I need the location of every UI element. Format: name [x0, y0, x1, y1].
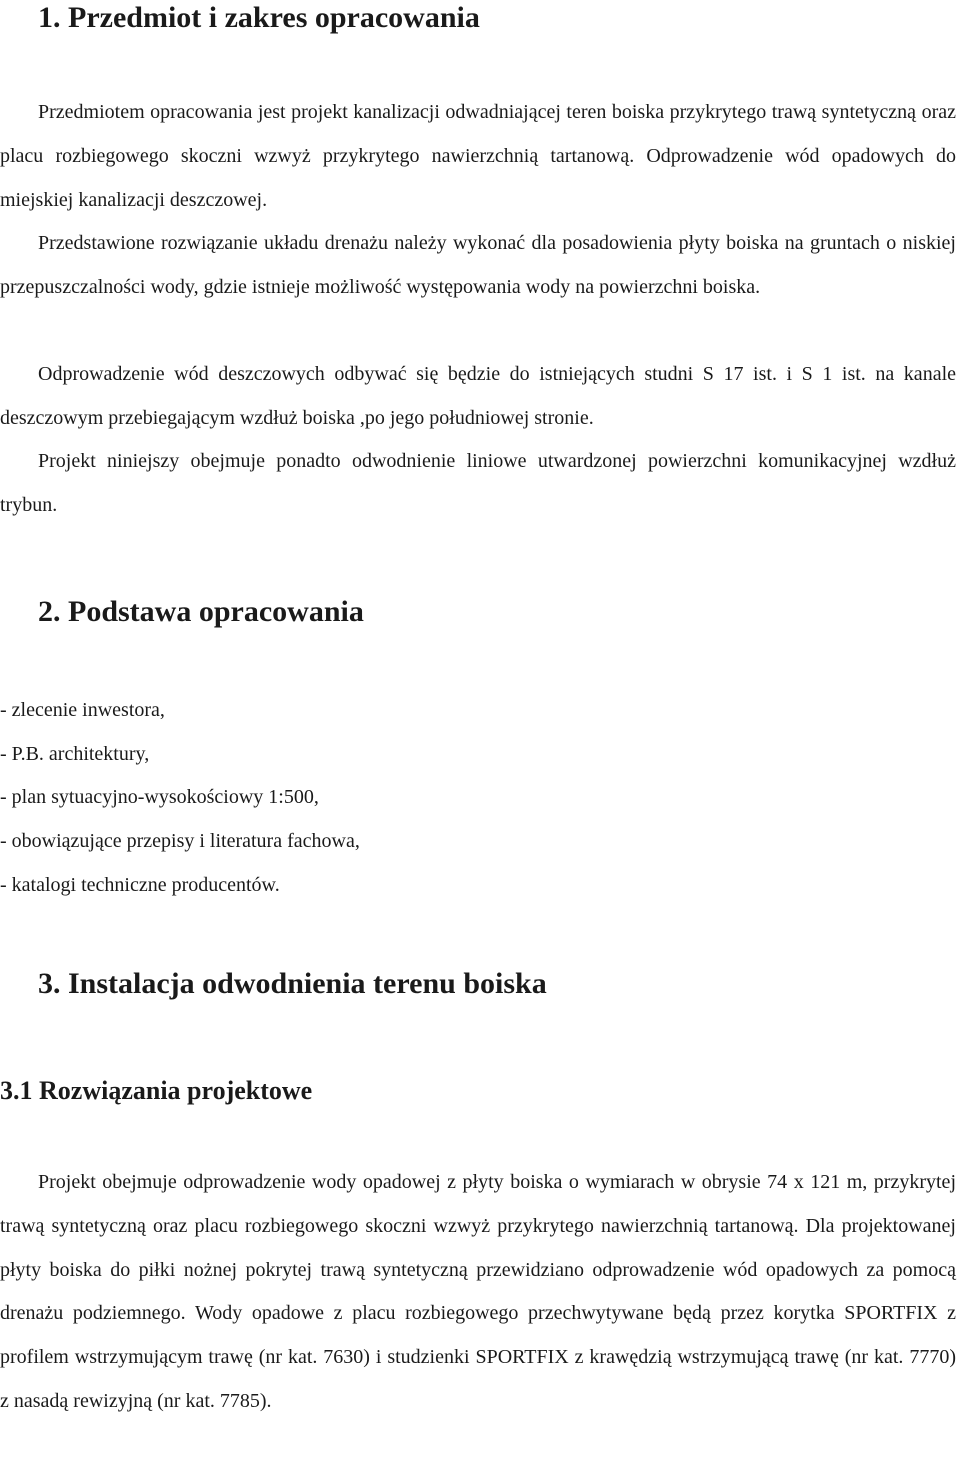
list-item: - katalogi techniczne producentów. — [0, 873, 280, 896]
section-1-heading: 1. Przedmiot i zakres opracowania — [38, 1, 480, 34]
list-item: - zlecenie inwestora, — [0, 699, 165, 721]
list-item: - obowiązujące przepisy i literatura fachowa, — [0, 830, 360, 853]
section-1-paragraph-3: Odprowadzenie wód deszczowych odbywać się będzie do istniejących studni S 17 ist. i S 1 ist. na kanale deszczowym przebiegającym wzdłuż boiska ,po jego południowej stronie. — [0, 363, 956, 429]
section-2-heading: 2. Podstawa opracowania — [38, 595, 364, 628]
section-3-1-subheading: 3.1 Rozwiązania projektowe — [0, 1076, 313, 1105]
section-1-paragraph-4: Projekt niniejszy obejmuje ponadto odwodnienie liniowe utwardzonej powierzchni komunikacyjnej wzdłuż trybun. — [0, 450, 956, 516]
section-3-1-paragraph: Projekt obejmuje odprowadzenie wody opadowej z płyty boiska o wymiarach w obrysie 74 x 121 m, przykrytej trawą syntetyczną oraz placu rozbiegowego skoczni wzwyż przykrytego nawierzchnią tartanową. Dla projektowanej płyty boiska do piłki nożnej pokrytej trawą syntetyczną przewidziano odprowadzenie wód opadowych za pomocą drenażu podziemnego. Wody opadowe z placu rozbiegowego przechwytywane będą przez korytka SPORTFIX z profilem wstrzymującym trawę (nr kat. 7630) i studzienki SPORTFIX z krawędzią wstrzymującą trawę (nr kat. 7770) z nasadą rewizyjną (nr kat. 7785). — [0, 1171, 956, 1412]
section-1-paragraph-1: Przedmiotem opracowania jest projekt kanalizacji odwadniającej teren boiska przykrytego trawą syntetyczną oraz placu rozbiegowego skoczni wzwyż przykrytego nawierzchnią tartanową. Odprowadzenie wód opadowych do miejskiej kanalizacji deszczowej. — [0, 101, 956, 211]
list-item: - plan sytuacyjno-wysokościowy 1:500, — [0, 786, 319, 809]
sources-list — [0, 689, 360, 908]
list-item: - P.B. architektury, — [0, 742, 150, 765]
section-1-paragraph-2: Przedstawione rozwiązanie układu drenażu należy wykonać dla posadowienia płyty boiska na gruntach o niskiej przepuszczalności wody, gdzie istnieje możliwość występowania wody na powierzchni boiska. — [0, 232, 956, 298]
section-3-heading: 3. Instalacja odwodnienia terenu boiska — [38, 967, 547, 1000]
